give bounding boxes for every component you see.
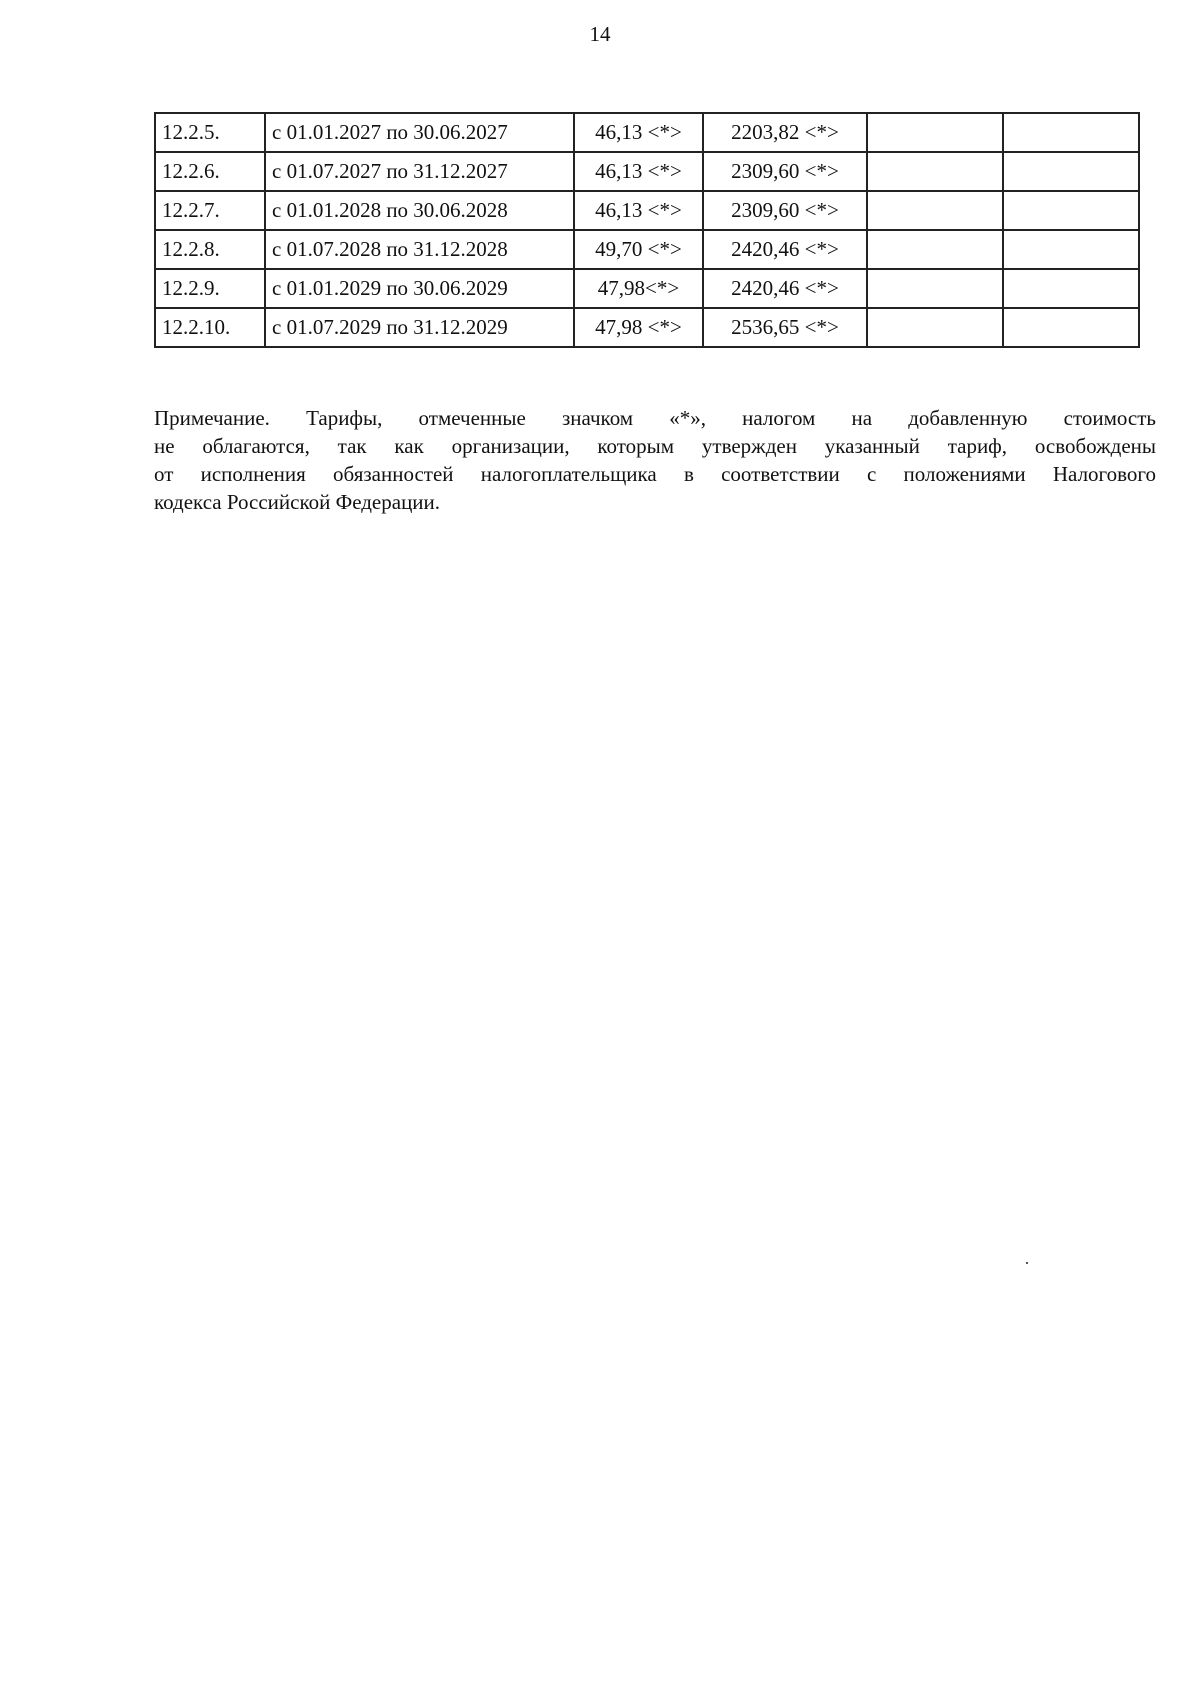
note-line: Примечание. Тарифы, отмеченные значком «*», налогом на добавленную стоимость (154, 406, 1156, 430)
tariff-value-1-cell: 46,13 <*> (574, 152, 703, 191)
period-cell: с 01.01.2027 по 30.06.2027 (265, 113, 574, 152)
tariff-value-2-cell: 2309,60 <*> (703, 152, 867, 191)
row-number-cell: 12.2.9. (155, 269, 265, 308)
period-cell: с 01.07.2029 по 31.12.2029 (265, 308, 574, 347)
empty-cell-5 (867, 191, 1003, 230)
table-row (155, 152, 1139, 191)
period-cell: с 01.01.2028 по 30.06.2028 (265, 191, 574, 230)
note-line: не облагаются, так как организации, которым утвержден указанный тариф, освобождены (154, 434, 1156, 458)
note-line: от исполнения обязанностей налогоплательщика в соответствии с положениями Налогового (154, 462, 1156, 486)
empty-cell-5 (867, 230, 1003, 269)
row-number-cell: 12.2.6. (155, 152, 265, 191)
period-cell: с 01.01.2029 по 30.06.2029 (265, 269, 574, 308)
tariff-value-2-cell: 2309,60 <*> (703, 191, 867, 230)
table-row (155, 308, 1139, 347)
tariff-value-1-cell: 49,70 <*> (574, 230, 703, 269)
empty-cell-6 (1003, 113, 1139, 152)
table-row (155, 191, 1139, 230)
page-number: 14 (589, 22, 611, 46)
empty-cell-5 (867, 113, 1003, 152)
period-cell: с 01.07.2028 по 31.12.2028 (265, 230, 574, 269)
empty-cell-6 (1003, 152, 1139, 191)
row-number-cell: 12.2.8. (155, 230, 265, 269)
empty-cell-5 (867, 308, 1003, 347)
tariff-table (154, 112, 1140, 348)
tariff-value-2-cell: 2420,46 <*> (703, 269, 867, 308)
table-row (155, 269, 1139, 308)
note-line: кодекса Российской Федерации. (154, 490, 441, 514)
tariff-value-1-cell: 46,13 <*> (574, 113, 703, 152)
tariff-value-2-cell: 2203,82 <*> (703, 113, 867, 152)
empty-cell-6 (1003, 191, 1139, 230)
tariff-table-body (155, 113, 1139, 347)
empty-cell-6 (1003, 308, 1139, 347)
table-row (155, 230, 1139, 269)
tariff-value-1-cell: 46,13 <*> (574, 191, 703, 230)
tariff-value-2-cell: 2420,46 <*> (703, 230, 867, 269)
table-row (155, 113, 1139, 152)
empty-cell-6 (1003, 269, 1139, 308)
tariff-value-1-cell: 47,98<*> (574, 269, 703, 308)
empty-cell-6 (1003, 230, 1139, 269)
vat-note (154, 404, 1156, 516)
period-cell: с 01.07.2027 по 31.12.2027 (265, 152, 574, 191)
tariff-value-1-cell: 47,98 <*> (574, 308, 703, 347)
empty-cell-5 (867, 269, 1003, 308)
tariff-value-2-cell: 2536,65 <*> (703, 308, 867, 347)
row-number-cell: 12.2.5. (155, 113, 265, 152)
row-number-cell: 12.2.7. (155, 191, 265, 230)
empty-cell-5 (867, 152, 1003, 191)
row-number-cell: 12.2.10. (155, 308, 265, 347)
scan-speck (1026, 1262, 1028, 1264)
